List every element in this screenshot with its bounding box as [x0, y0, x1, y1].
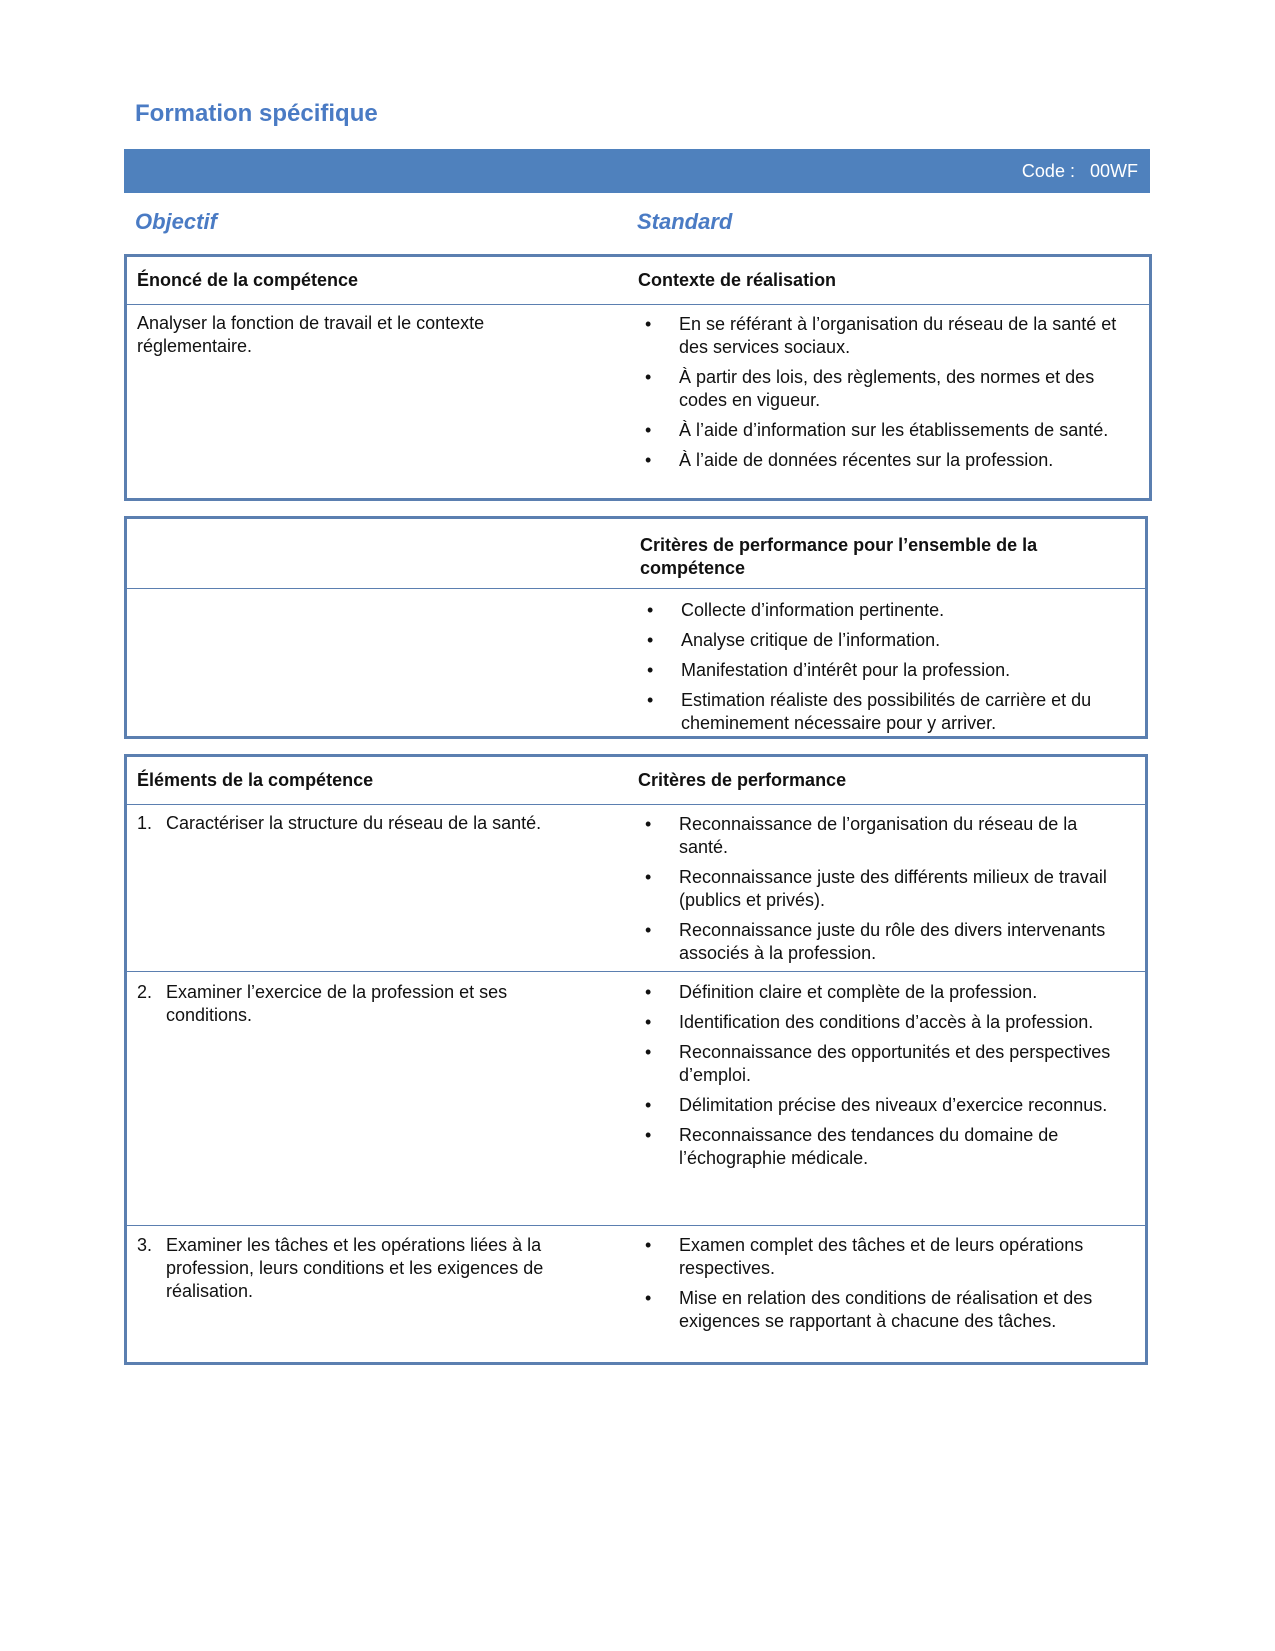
list-item-text: Collecte d’information pertinente. [681, 600, 945, 620]
competency-statement: Analyser la fonction de travail et le contexte réglementaire. [137, 313, 485, 356]
list-item-text: Mise en relation des conditions de réalisation et des exigences se rapportant à chacune des tâches. [679, 1288, 1093, 1331]
objective-heading: Objectif [135, 209, 217, 234]
list-item-text: Estimation réaliste des possibilités de carrière et du cheminement nécessaire pour y arriver. [681, 690, 1092, 733]
element-row-1 [137, 812, 597, 835]
list-item [638, 1094, 1118, 1117]
list-item-text: À l’aide de données récentes sur la profession. [679, 450, 1054, 470]
row-divider [127, 971, 1145, 972]
element-row-2 [137, 981, 577, 1027]
bullet-icon: • [645, 982, 652, 1002]
list-item [638, 449, 1118, 472]
list-item [638, 813, 1118, 859]
bullet-icon: • [645, 1288, 652, 1308]
element-text: Examiner l’exercice de la profession et ses conditions. [166, 982, 508, 1025]
element-number: 1. [137, 813, 153, 833]
list-item [638, 366, 1118, 412]
list-item [640, 599, 1120, 622]
box-header [127, 757, 1145, 805]
list-item-text: Définition claire et complète de la profession. [679, 982, 1038, 1002]
list-item-text: Reconnaissance juste du rôle des divers intervenants associés à la profession. [679, 920, 1106, 963]
element-text: Caractériser la structure du réseau de la santé. [166, 813, 542, 833]
bullet-icon: • [647, 600, 654, 620]
context-list [638, 313, 1118, 479]
list-item [638, 419, 1118, 442]
statement-header: Énoncé de la compétence [137, 270, 359, 290]
row-divider [127, 1225, 1145, 1226]
list-item [640, 659, 1120, 682]
list-item [640, 629, 1120, 652]
element-row-3 [137, 1234, 607, 1303]
code-label: Code : [1021, 161, 1075, 181]
list-item [638, 1011, 1118, 1034]
list-item [638, 1124, 1118, 1170]
bullet-icon: • [645, 1095, 652, 1115]
row-2-criteria [638, 981, 1118, 1177]
bullet-icon: • [645, 1235, 652, 1255]
element-number: 3. [137, 1235, 153, 1255]
list-item-text: Reconnaissance de l’organisation du réseau de la santé. [679, 814, 1078, 857]
bullet-icon: • [645, 1125, 652, 1145]
bullet-icon: • [645, 420, 652, 440]
list-item-text: À partir des lois, des règlements, des normes et des codes en vigueur. [679, 367, 1095, 410]
competency-statement-box [124, 254, 1152, 501]
bullet-icon: • [645, 314, 652, 334]
bullet-icon: • [647, 690, 654, 710]
elements-header: Éléments de la compétence [137, 770, 374, 790]
bullet-icon: • [645, 920, 652, 940]
list-item [638, 1234, 1118, 1280]
list-item [638, 1041, 1118, 1087]
code-bar [124, 149, 1150, 193]
list-item [638, 919, 1118, 965]
code-value: 00WF [1089, 161, 1138, 181]
list-item-text: Manifestation d’intérêt pour la profession. [681, 660, 1011, 680]
competency-elements-box [124, 754, 1148, 1365]
list-item-text: Reconnaissance des opportunités et des perspectives d’emploi. [679, 1042, 1111, 1085]
bullet-icon: • [645, 1042, 652, 1062]
list-item-text: Reconnaissance juste des différents milieux de travail (publics et privés). [679, 867, 1107, 910]
bullet-icon: • [647, 630, 654, 650]
bullet-icon: • [645, 867, 652, 887]
list-item-text: Examen complet des tâches et de leurs opérations respectives. [679, 1235, 1084, 1278]
list-item [638, 313, 1118, 359]
list-item-text: En se référant à l’organisation du réseau de la santé et des services sociaux. [679, 314, 1117, 357]
standard-heading: Standard [637, 209, 733, 234]
list-item-text: Identification des conditions d’accès à la profession. [679, 1012, 1094, 1032]
element-number: 2. [137, 982, 153, 1002]
list-item-text: Délimitation précise des niveaux d’exercice reconnus. [679, 1095, 1108, 1115]
bullet-icon: • [645, 814, 652, 834]
list-item-text: Analyse critique de l’information. [681, 630, 941, 650]
list-item [638, 981, 1118, 1004]
row-3-criteria [638, 1234, 1118, 1340]
context-header: Contexte de réalisation [638, 270, 837, 290]
course-code [1022, 161, 1138, 182]
overall-criteria-header: Critères de performance pour l’ensemble de la compétence [640, 535, 1038, 578]
bullet-icon: • [645, 367, 652, 387]
list-item [640, 689, 1120, 735]
box-header [127, 519, 1145, 589]
element-text: Examiner les tâches et les opérations liées à la profession, leurs conditions et les exigences de réalisation. [166, 1235, 544, 1301]
list-item [638, 866, 1118, 912]
list-item-text: À l’aide d’information sur les établissements de santé. [679, 420, 1109, 440]
overall-criteria-list [640, 599, 1120, 742]
performance-header: Critères de performance [638, 770, 847, 790]
overall-criteria-box [124, 516, 1148, 739]
row-1-criteria [638, 813, 1118, 972]
list-item-text: Reconnaissance des tendances du domaine de l’échographie médicale. [679, 1125, 1059, 1168]
bullet-icon: • [645, 450, 652, 470]
box-header [127, 257, 1149, 305]
bullet-icon: • [645, 1012, 652, 1032]
bullet-icon: • [647, 660, 654, 680]
page-title: Formation spécifique [135, 100, 378, 127]
list-item [638, 1287, 1118, 1333]
